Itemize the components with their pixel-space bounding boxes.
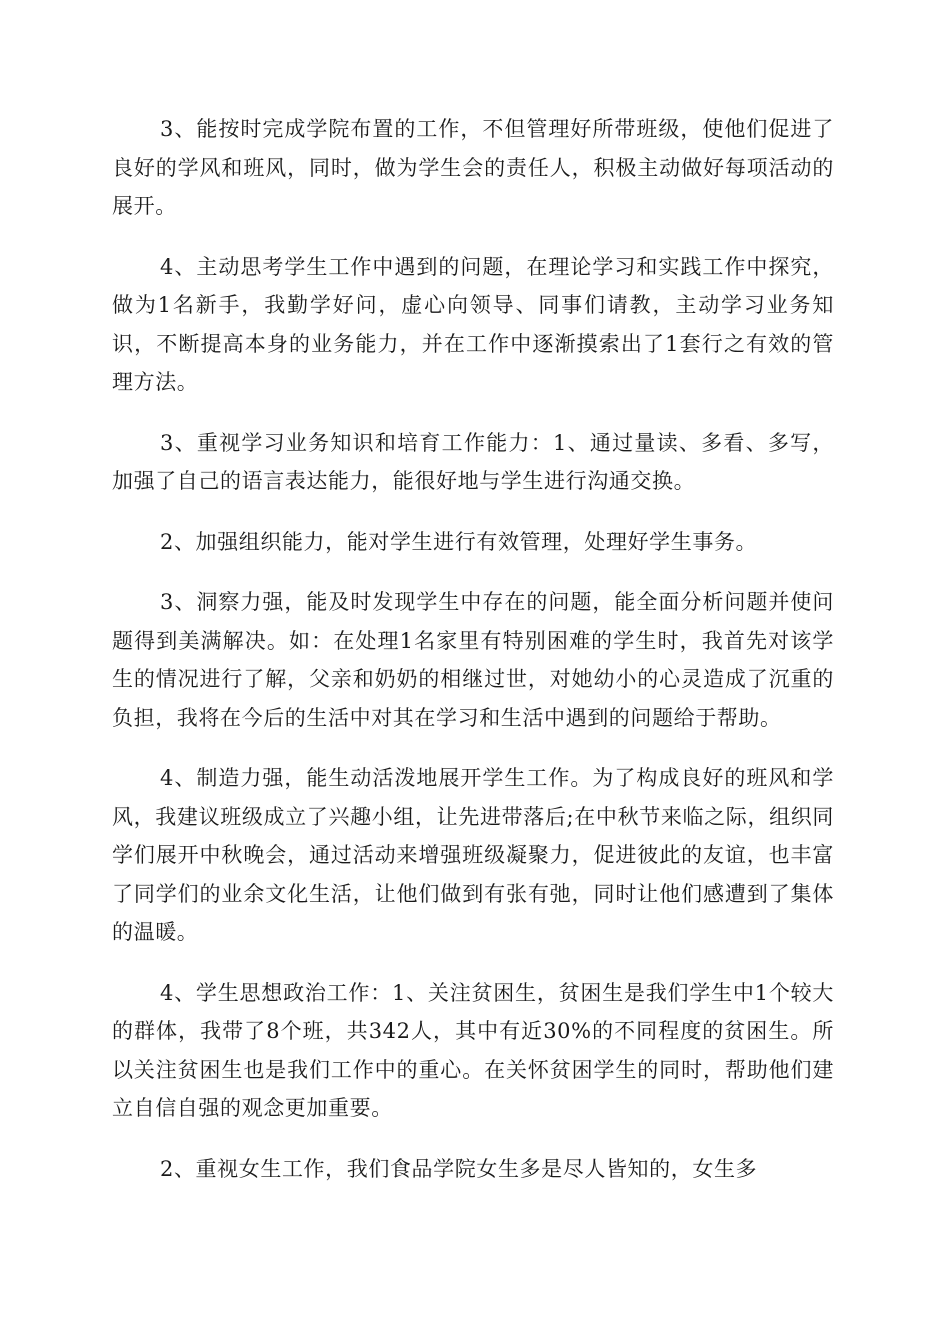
paragraph-6: 4、制造力强，能生动活泼地展开学生工作。为了构成良好的班风和学风，我建议班级成立了兴趣小组，让先进带落后;在中秋节来临之际，组织同学们展开中秋晚会，通过活动来增强班级凝聚力，促进彼此的友谊，也丰富了同学们的业余文化生活，让他们做到有张有弛，同时让他们感遭到了集体的温暖。	[112, 766, 834, 944]
paragraph-8: 2、重视女生工作，我们食品学院女生多是尽人皆知的，女生多	[160, 1156, 758, 1181]
paragraph-3: 3、重视学习业务知识和培育工作能力：1、通过量读、多看、多写，加强了自己的语言表达能力，能很好地与学生进行沟通交换。	[112, 430, 834, 493]
document-page	[112, 110, 834, 1210]
paragraph-1: 3、能按时完成学院布置的工作，不但管理好所带班级，使他们促进了良好的学风和班风，同时，做为学生会的责任人，积极主动做好每项活动的展开。	[112, 117, 834, 218]
paragraph-5: 3、洞察力强，能及时发现学生中存在的问题，能全面分析问题并使问题得到美满解决。如：在处理1名家里有特别困难的学生时，我首先对该学生的情况进行了解，父亲和奶奶的相继过世，对她幼小的心灵造成了沉重的负担，我将在今后的生活中对其在学习和生活中遇到的问题给于帮助。	[112, 590, 834, 730]
paragraph-2: 4、主动思考学生工作中遇到的问题，在理论学习和实践工作中探究，做为1名新手，我勤学好问，虚心向领导、同事们请教，主动学习业务知识，不断提高本身的业务能力，并在工作中逐渐摸索出了1套行之有效的管理方法。	[112, 254, 834, 394]
paragraph-7: 4、学生思想政治工作：1、关注贫困生，贫困生是我们学生中1个较大的群体，我带了8个班，共342人，其中有近30%的不同程度的贫困生。所以关注贫困生也是我们工作中的重心。在关怀贫困学生的同时，帮助他们建立自信自强的观念更加重要。	[112, 980, 834, 1120]
paragraph-4: 2、加强组织能力，能对学生进行有效管理，处理好学生事务。	[160, 529, 758, 554]
